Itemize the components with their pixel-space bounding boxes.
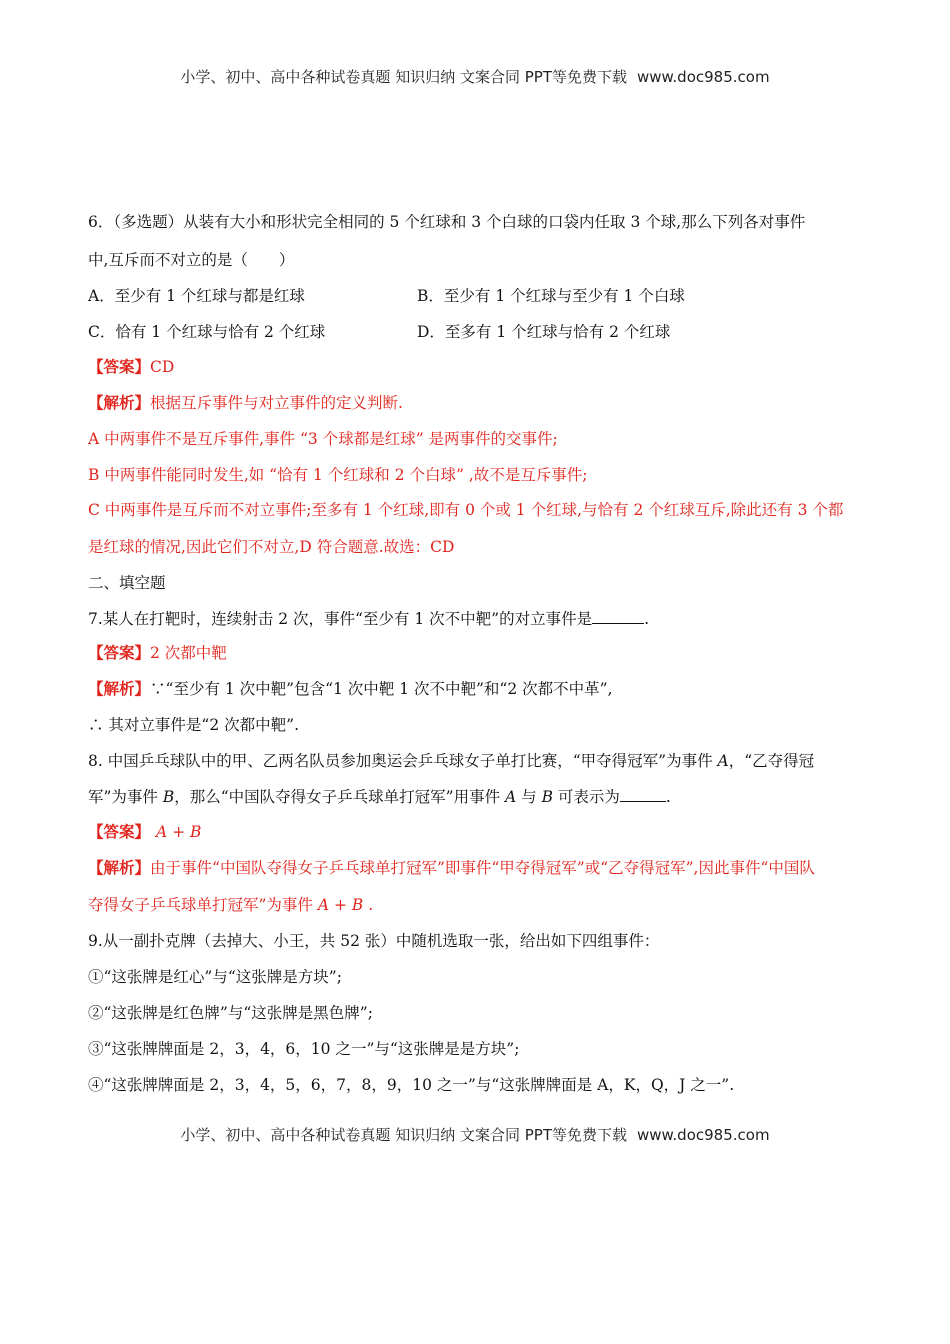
answer-value: CD bbox=[150, 358, 175, 376]
q8-stem-line1 bbox=[88, 751, 814, 771]
q9-item-2: ②“这张牌是红色牌”与“这张牌是黑色牌”; bbox=[88, 1004, 373, 1022]
analysis-text: 夺得女子乒乓球单打冠军”为事件 bbox=[88, 896, 318, 914]
q7-answer-blank bbox=[592, 609, 644, 624]
analysis-text: 由于事件“中国队夺得女子乒乓球单打冠军”即事件“甲夺得冠军”或“乙夺得冠军”,因此事件“中国队 bbox=[150, 859, 815, 877]
q7-stem-end: . bbox=[644, 610, 650, 628]
var-a: A bbox=[505, 788, 517, 806]
q7-stem-text: 7.某人在打靶时，连续射击 2 次，事件“至少有 1 次不中靶”的对立事件是 bbox=[88, 610, 593, 628]
q8-text: . bbox=[665, 788, 671, 806]
analysis-math: A + B bbox=[317, 896, 364, 914]
analysis-tag: 【解析】 bbox=[88, 858, 151, 877]
q8-text: 与 bbox=[516, 788, 542, 806]
q9-item-4: ④“这张牌牌面是 2，3，4，5，6，7，8，9，10 之一”与“这张牌牌面是 A，K，Q，J 之一”. bbox=[88, 1076, 735, 1094]
q6-option-d: D．至多有 1 个红球与恰有 2 个红球 bbox=[417, 323, 671, 341]
q6-analysis-c-cont: 是红球的情况,因此它们不对立,D 符合题意.故选：CD bbox=[88, 538, 455, 556]
answer-tag: 【答案】 bbox=[88, 643, 151, 662]
section-heading: 二、填空题 bbox=[88, 574, 166, 592]
q6-option-b: B．至少有 1 个红球与至少有 1 个白球 bbox=[417, 287, 685, 305]
q6-stem-line2: 中,互斥而不对立的是（ ） bbox=[88, 251, 295, 269]
var-b: B bbox=[162, 788, 175, 806]
q7-stem bbox=[88, 609, 649, 629]
q8-text: ，那么“中国队夺得女子乒乓球单打冠军”用事件 bbox=[174, 788, 506, 806]
analysis-text: 根据互斥事件与对立事件的定义判断. bbox=[150, 394, 403, 412]
q7-analysis bbox=[88, 679, 613, 699]
q6-option-c: C．恰有 1 个红球与恰有 2 个红球 bbox=[88, 323, 326, 341]
analysis-tag: 【解析】 bbox=[88, 679, 151, 698]
q8-stem-line2 bbox=[88, 787, 671, 807]
header-url[interactable]: www.doc985.com bbox=[636, 68, 770, 86]
answer-tag: 【答案】 bbox=[88, 822, 151, 841]
q7-analysis-cont: ∴ 其对立事件是“2 次都中靶”. bbox=[88, 716, 299, 734]
page-header bbox=[0, 66, 950, 87]
q8-answer-blank bbox=[620, 787, 666, 802]
q6-analysis bbox=[88, 393, 403, 413]
q9-stem: 9.从一副扑克牌（去掉大、小王，共 52 张）中随机选取一张，给出如下四组事件： bbox=[88, 932, 660, 950]
page-footer bbox=[0, 1124, 950, 1145]
answer-value: 2 次都中靶 bbox=[150, 644, 227, 662]
q8-answer bbox=[88, 822, 201, 842]
q6-answer bbox=[88, 357, 174, 377]
footer-text: 小学、初中、高中各种试卷真题 知识归纳 文案合同 PPT等免费下载 bbox=[180, 1126, 627, 1144]
header-text: 小学、初中、高中各种试卷真题 知识归纳 文案合同 PPT等免费下载 bbox=[180, 68, 627, 86]
q8-text: 军”为事件 bbox=[88, 788, 163, 806]
q6-analysis-b: B 中两事件能同时发生,如 “恰有 1 个红球和 2 个白球” ,故不是互斥事件; bbox=[88, 466, 588, 484]
footer-url[interactable]: www.doc985.com bbox=[636, 1126, 770, 1144]
q6-analysis-c: C 中两事件是互斥而不对立事件;至多有 1 个红球,即有 0 个或 1 个红球,与恰有 2 个红球互斥,除此还有 3 个都 bbox=[88, 501, 844, 519]
q6-analysis-a: A 中两事件不是互斥事件,事件 “3 个球都是红球” 是两事件的交事件; bbox=[88, 430, 558, 448]
answer-tag: 【答案】 bbox=[88, 357, 151, 376]
var-a: A bbox=[717, 752, 729, 770]
q7-answer bbox=[88, 643, 227, 663]
q6-option-a: A．至少有 1 个红球与都是红球 bbox=[88, 287, 305, 305]
analysis-text: ∵“至少有 1 次中靶”包含“1 次中靶 1 次不中靶”和“2 次都不中革”, bbox=[150, 680, 613, 698]
analysis-text: . bbox=[363, 896, 374, 914]
q9-item-1: ①“这张牌是红心”与“这张牌是方块”; bbox=[88, 968, 342, 986]
q8-text: ，“乙夺得冠 bbox=[728, 752, 815, 770]
q8-analysis bbox=[88, 858, 815, 878]
q9-item-3: ③“这张牌牌面是 2，3，4，6，10 之一”与“这张牌是是方块”; bbox=[88, 1040, 520, 1058]
analysis-tag: 【解析】 bbox=[88, 393, 151, 412]
q8-text: 可表示为 bbox=[552, 788, 620, 806]
q6-stem-line1: 6．（多选题）从装有大小和形状完全相同的 5 个红球和 3 个白球的口袋内任取 3 个球,那么下列各对事件 bbox=[88, 213, 806, 231]
q8-text: 8. 中国乒乓球队中的甲、乙两名队员参加奥运会乒乓球女子单打比赛，“甲夺得冠军”为事件 bbox=[88, 752, 718, 770]
answer-math: A + B bbox=[156, 823, 202, 841]
var-b: B bbox=[541, 788, 553, 806]
q8-analysis-cont bbox=[88, 895, 373, 915]
